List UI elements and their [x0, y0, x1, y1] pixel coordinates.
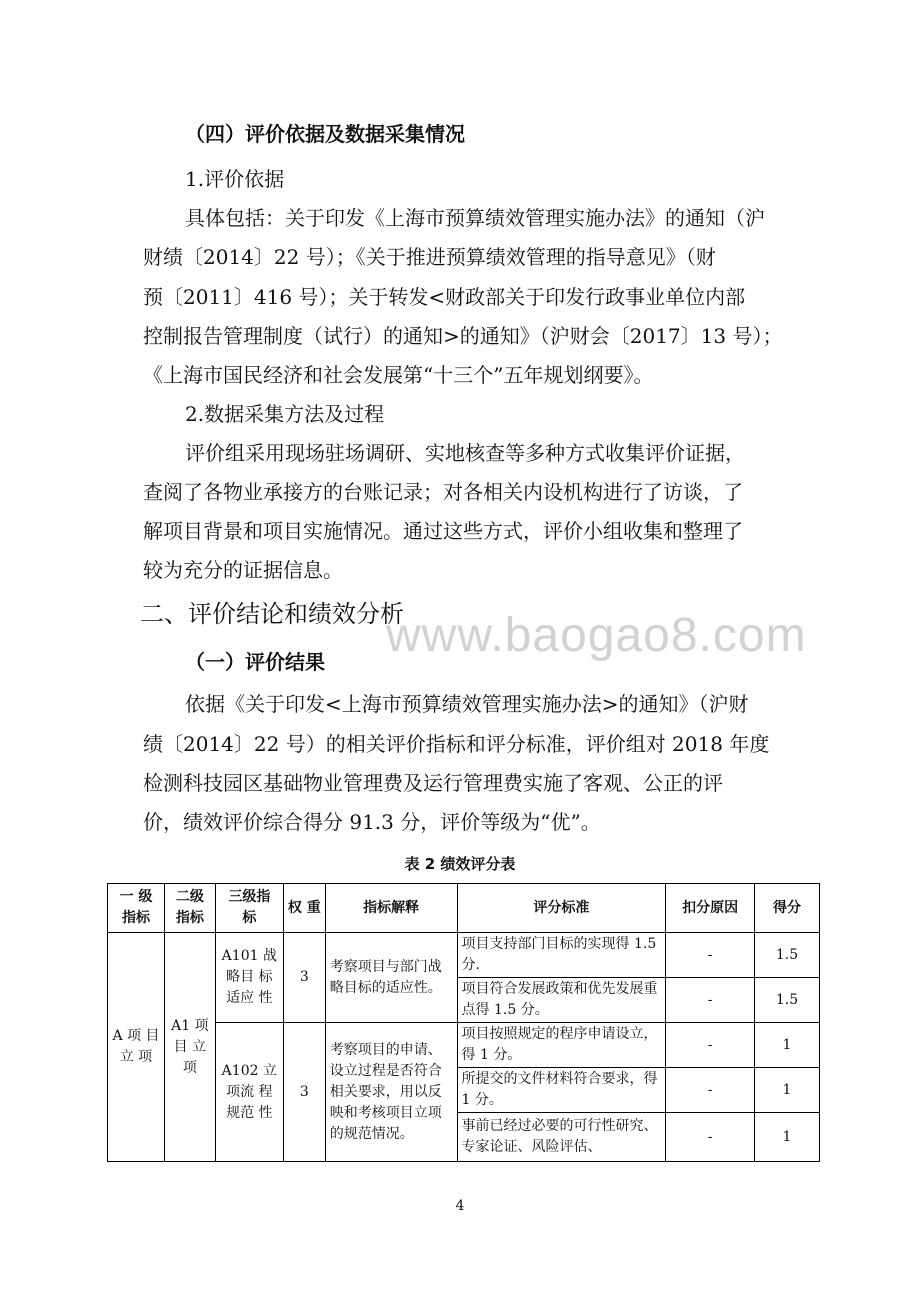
score-table: [107, 883, 820, 1162]
deduct-cell: -: [666, 933, 755, 978]
paragraph-line: 依据《关于印发<上海市预算绩效管理实施办法>的通知》（沪财: [185, 692, 749, 716]
paragraph-line: 具体包括：关于印发《上海市预算绩效管理实施办法》的通知（沪: [185, 206, 765, 230]
header-deduct: 扣分原因: [666, 884, 755, 933]
score-cell: 1: [755, 1113, 820, 1162]
weight-cell: 3: [283, 933, 325, 1023]
header-level1: 一 级 指标: [108, 884, 165, 933]
standard-cell: 项目符合发展政策和优先发展重点得 1.5 分。: [457, 978, 666, 1023]
header-level2: 二级 指标: [164, 884, 215, 933]
header-standard: 评分标准: [457, 884, 666, 933]
standard-cell: 事前已经过必要的可行性研究、专家论证、风险评估、: [457, 1113, 666, 1162]
explain-cell: 考察项目与部门战略目标的适应性。: [325, 933, 457, 1023]
standard-cell: 项目支持部门目标的实现得 1.5 分.: [457, 933, 666, 978]
paragraph-line: 《上海市国民经济和社会发展第“十三个”五年规划纲要》。: [143, 363, 654, 387]
chapter-heading: 二、评价结论和绩效分析: [140, 600, 404, 628]
page-number: 4: [455, 1198, 465, 1214]
header-level3: 三级指 标: [215, 884, 283, 933]
score-cell: 1.5: [755, 933, 820, 978]
level3-cell: A102 立项流 程规范 性: [215, 1023, 283, 1162]
paragraph-line: 价，绩效评价综合得分 91.3 分，评价等级为“优”。: [143, 810, 601, 834]
paragraph-line: 绩〔2014〕22 号）的相关评价指标和评分标准，评价组对 2018 年度: [143, 732, 770, 756]
score-cell: 1: [755, 1068, 820, 1113]
header-score: 得分: [755, 884, 820, 933]
level3-cell: A101 战略目 标适应 性: [215, 933, 283, 1023]
watermark: www.baogao8.com: [386, 609, 807, 662]
deduct-cell: -: [666, 1023, 755, 1068]
score-cell: 1: [755, 1023, 820, 1068]
paragraph-line: 财绩〔2014〕22 号）；《关于推进预算绩效管理的指导意见》（财: [143, 245, 716, 269]
header-weight: 权 重: [283, 884, 325, 933]
table-header-row: [108, 884, 820, 933]
paragraph-line: 预〔2011〕416 号）；关于转发<财政部关于印发行政事业单位内部: [143, 285, 746, 309]
paragraph-line: 解项目背景和项目实施情况。通过这些方式，评价小组收集和整理了: [143, 519, 743, 543]
subheading-basis: 1.评价依据: [185, 167, 285, 191]
paragraph-line: 检测科技园区基础物业管理费及运行管理费实施了客观、公正的评: [143, 771, 723, 795]
result-heading: （一）评价结果: [185, 650, 325, 674]
subheading-data-collection: 2.数据采集方法及过程: [185, 402, 385, 426]
table-caption: 表 2 绩效评分表: [404, 855, 516, 873]
deduct-cell: -: [666, 978, 755, 1023]
deduct-cell: -: [666, 1113, 755, 1162]
paragraph-line: 较为充分的证据信息。: [143, 558, 343, 582]
score-cell: 1.5: [755, 978, 820, 1023]
paragraph-line: 评价组采用现场驻场调研、实地核查等多种方式收集评价证据，: [185, 441, 745, 465]
header-explain: 指标解释: [325, 884, 457, 933]
deduct-cell: -: [666, 1068, 755, 1113]
weight-cell: 3: [283, 1023, 325, 1162]
paragraph-line: 控制报告管理制度（试行）的通知>的通知》（沪财会〔2017〕13 号）；: [143, 324, 783, 348]
standard-cell: 项目按照规定的程序申请设立，得 1 分。: [457, 1023, 666, 1068]
table-row: [108, 933, 820, 978]
level1-cell: A 项 目立 项: [108, 933, 165, 1162]
explain-cell: 考察项目的申请、设立过程是否符合相关要求，用以反映和考核项目立项的规范情况。: [325, 1023, 457, 1162]
standard-cell: 所提交的文件材料符合要求，得 1 分。: [457, 1068, 666, 1113]
paragraph-line: 查阅了各物业承接方的台账记录；对各相关内设机构进行了访谈，了: [143, 480, 743, 504]
section-heading: （四）评价依据及数据采集情况: [185, 122, 465, 146]
level2-cell: A1 项目 立项: [164, 933, 215, 1162]
